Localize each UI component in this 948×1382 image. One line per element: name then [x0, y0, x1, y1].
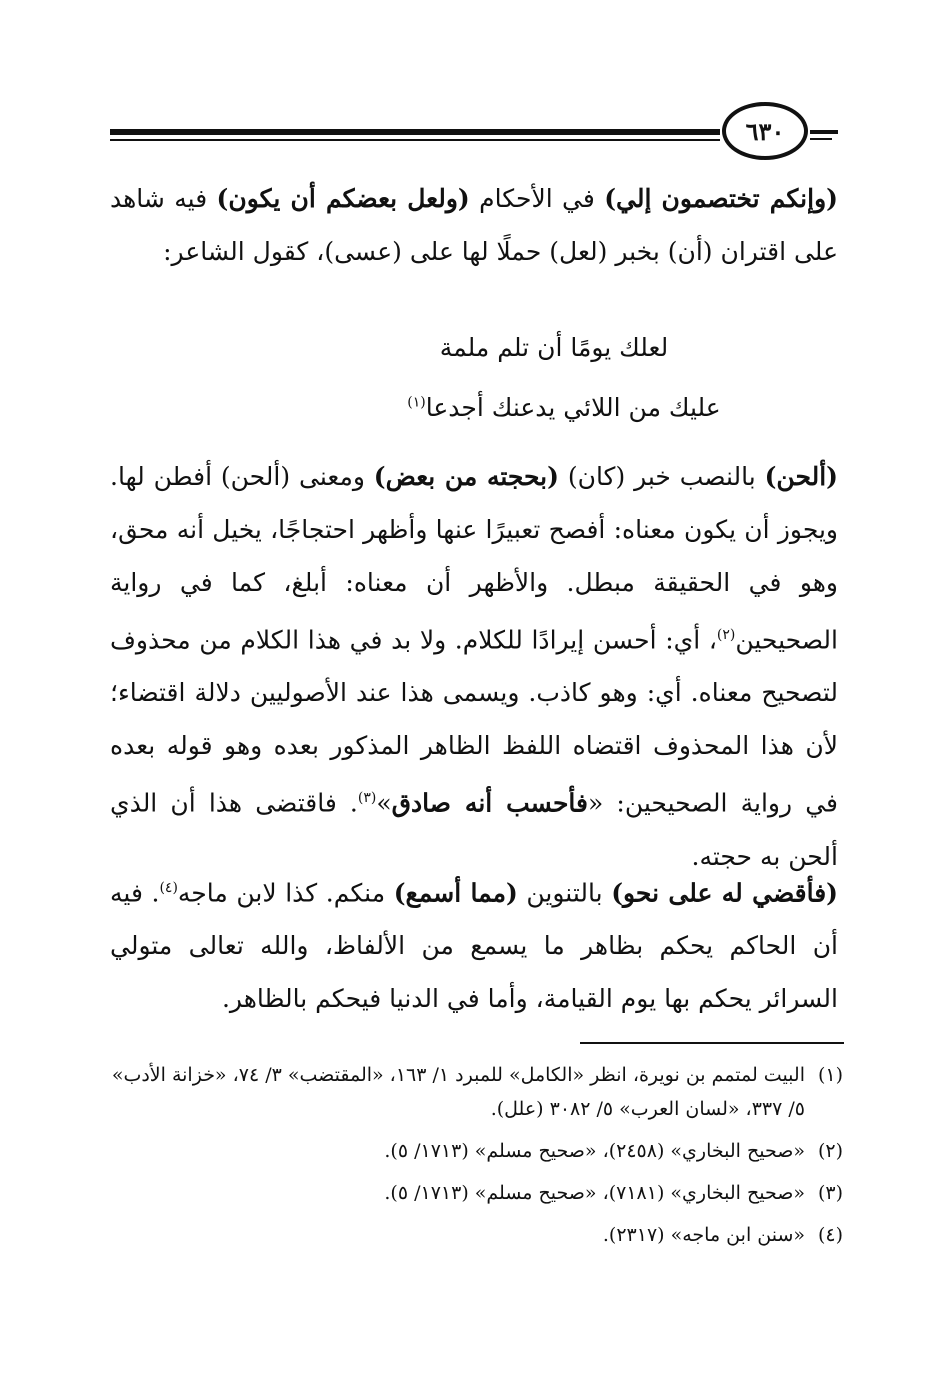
poem-line-2-text: عليك من اللائي يدعنك أجدعا	[425, 393, 721, 422]
paragraph-1	[110, 172, 838, 278]
header-rule-right-thin	[810, 138, 832, 140]
bold-phrase: (بحجته من بعض)	[373, 462, 559, 491]
text-run: بالتنوين	[517, 878, 612, 908]
footnotes	[103, 1058, 843, 1260]
text-run: »	[376, 788, 392, 818]
footnote-number: (٤)	[817, 1224, 843, 1246]
footnote-number: (١)	[817, 1064, 843, 1086]
paragraph-2	[110, 450, 838, 883]
footnote-text: «صحيح البخاري» (٢٤٥٨)، «صحيح مسلم» (١٧١٣/ ٥).	[384, 1140, 805, 1162]
text-run: منكم. كذا لابن ماجه	[177, 878, 394, 908]
footnote	[103, 1134, 843, 1168]
text-run: بالنصب خبر (كان)	[558, 462, 765, 491]
bold-phrase: (وإنكم تختصمون إلي)	[604, 184, 838, 213]
page-number: ٦٣٠	[722, 102, 808, 160]
footnote-number: (٣)	[817, 1182, 843, 1204]
page-header	[110, 98, 838, 168]
text-run: فيه شاهد على اقتران (أن) بخبر (لعل) حملًا لها على (عسى)، كقول الشاعر:	[110, 184, 838, 266]
bold-phrase: (ولعل بعضكم أن يكون)	[216, 184, 470, 213]
text-run: في الأحكام	[469, 184, 605, 213]
footnote	[103, 1176, 843, 1210]
footnote-ref: (٢)	[716, 627, 736, 643]
footnote-ref: (٤)	[159, 880, 178, 896]
footnote-text: «صحيح البخاري» (٧١٨١)، «صحيح مسلم» (١٧١٣/ ٥).	[384, 1182, 805, 1204]
footnote-text: «سنن ابن ماجه» (٢٣١٧).	[602, 1224, 805, 1246]
poem-line-2	[110, 393, 838, 422]
bold-phrase: (فأقضي له على نحو)	[611, 878, 838, 908]
text-run: ومعنى (ألحن) أفطن لها. ويجوز أن يكون معناه: أفصح تعبيرًا عنها وأظهر احتجاجًا، يخيل أنه محق، وهو في الحقيقة مبطل. والأظهر أن معناه: أبلغ، كما في رواية الصحيحين	[110, 462, 838, 655]
bold-phrase: فأحسب أنه صادق	[391, 788, 588, 818]
footnote	[103, 1058, 843, 1126]
text-run: . فاقتضى هذا أن الذي ألحن به حجته.	[110, 788, 838, 871]
footnote-ref: (١)	[407, 394, 426, 411]
paragraph-3	[110, 862, 838, 1025]
poem-line-1: لعلك يومًا أن تلم ملمة	[439, 333, 669, 362]
bold-phrase: (مما أسمع)	[393, 878, 518, 908]
footnote-divider	[580, 1042, 844, 1044]
text-run: . فيه أن الحاكم يحكم بظاهر ما يسمع من الألفاظ، والله تعالى متولي السرائر يحكم بها يوم القيامة، وأما في الدنيا فيحكم بالظاهر.	[110, 878, 838, 1014]
footnote-number: (٢)	[817, 1140, 843, 1162]
footnote-text: البيت لمتمم بن نويرة، انظر «الكامل» للمبرد ١/ ١٦٣، «المقتضب» ٣/ ٧٤، «خزانة الأدب» ٥/ ٣٣٧، «لسان العرب» ٥/ ٣٠٨٢ (علل).	[111, 1064, 805, 1120]
text-run: ، أي: أحسن إيرادًا للكلام. ولا بد في هذا الكلام من محذوف لتصحيح معناه. أي: وهو كاذب. ويسمى هذا عند الأصوليين دلالة اقتضاء؛ لأن هذا المحذوف اقتضاه اللفظ الظاهر المذكور بعده وهو قوله بعده في رواية الصحيحين: «	[110, 625, 839, 818]
footnote-ref: (٣)	[357, 790, 377, 807]
footnote	[103, 1218, 843, 1252]
header-rule	[110, 129, 720, 135]
header-rule-right	[810, 130, 838, 134]
bold-phrase: (ألحن)	[764, 462, 838, 491]
header-rule-thin	[110, 139, 720, 141]
